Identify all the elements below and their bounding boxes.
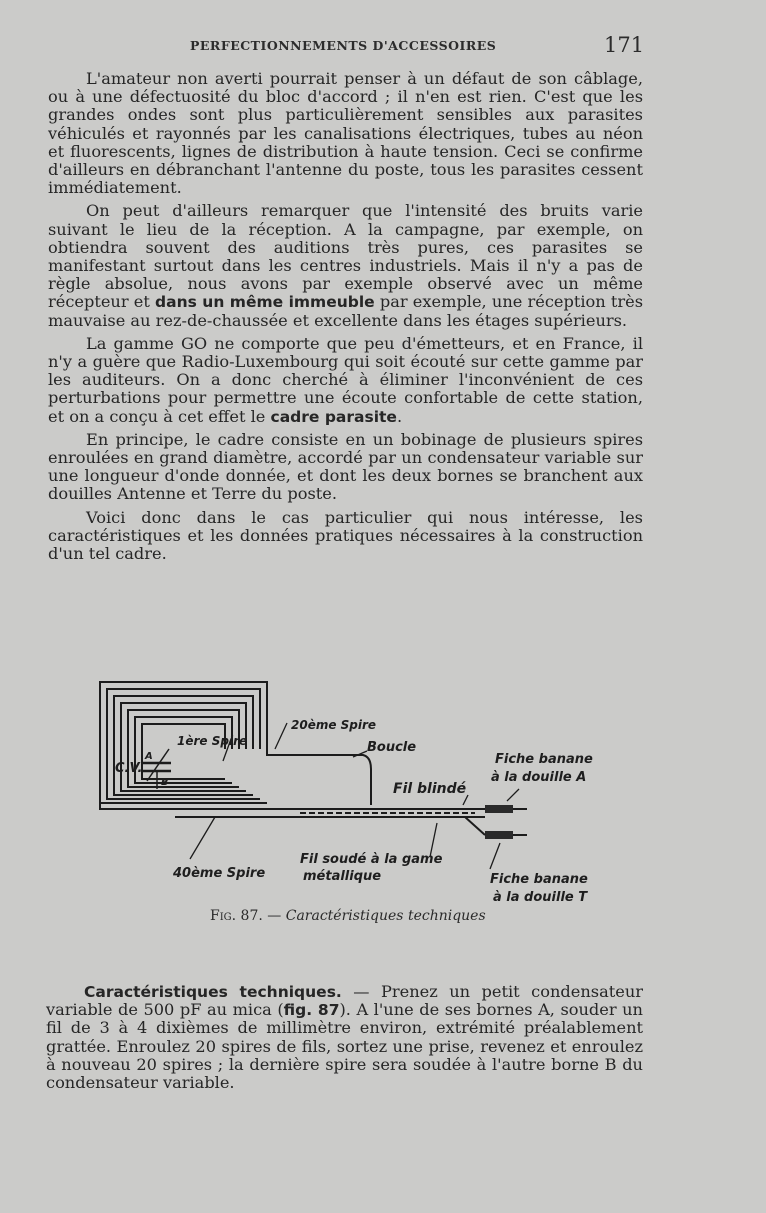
ground-wire (435, 817, 485, 835)
figure-caption (210, 908, 510, 924)
label-banana-t-1: Fiche banane (490, 872, 588, 887)
technical-text-start: Prenez un petit condensateur variable de 500 pF au mica ( (46, 982, 643, 1020)
technical-dash: — (341, 982, 381, 1001)
label-fortieth-turn: 40ème Spire (173, 866, 266, 881)
paragraph-3 (48, 335, 643, 426)
paragraph-3-start: La gamme GO ne comporte que peu d'émetteurs, et en France, il n'y a guère que Radio-Luxembourg qui soit écouté sur cette gamme par les auditeurs. On a donc cherché à éliminer l'inconvénient de ces perturbations pour permettre une écoute confortable de cette station, et on a conçu à cet effet le (48, 333, 643, 426)
paragraph-5: Voici donc dans le cas particulier qui nous intéresse, les caractéristiques et les données pratiques nécessaires à la construction d'un tel cadre. (48, 507, 643, 564)
label-twentieth-turn: 20ème Spire (291, 718, 377, 732)
label-first-turn: 1ère Spire (177, 734, 248, 748)
label-shielded-wire: Fil blindé (393, 781, 467, 797)
label-cv: C.V. (115, 761, 143, 776)
bold-cadre-parasite: cadre parasite (270, 407, 397, 426)
label-banana-a-1: Fiche banane (495, 752, 593, 767)
page-number: 171 (604, 33, 645, 57)
paragraph-4: En principe, le cadre consiste en un bobinage de plusieurs spires enroulées en grand diamètre, accordé par un condensateur variable sur une longueur d'onde donnée, et dont les deux bornes se branchent aux douilles Antenne et Terre du poste. (48, 429, 643, 504)
frame-antenna-figure (95, 677, 615, 907)
caption-label: Fig. 87. (210, 908, 263, 924)
frame-antenna-diagram (95, 677, 615, 907)
caption-dash: — (267, 908, 282, 924)
pointer-fortieth (190, 817, 215, 859)
paragraph-2-end: par exemple, une réception très mauvaise au rez-de-chaussée et excellente dans les étages supérieurs. (48, 292, 644, 330)
pointer-twentieth-turn (275, 723, 287, 749)
label-banana-a-2: à la douille A (491, 770, 587, 785)
coil-turn-6 (135, 717, 232, 783)
banana-plugs (435, 805, 527, 839)
technical-heading: Caractéristiques techniques. (84, 983, 342, 1001)
caption-title: Caractéristiques techniques (285, 908, 486, 924)
label-terminal-a: A (145, 751, 153, 762)
paragraph-3-end: . (396, 406, 403, 426)
paragraph-2-start: On peut d'ailleurs remarquer que l'intensité des bruits varie suivant le lieu de la réception. A la campagne, par exemple, on obtiendra souvent des auditions très pures, ces parasites se manifestant surtout dans les centres industriels. Mais il n'y a pas de règle absolue, nous avons par exemple observé avec un même récepteur et (48, 201, 643, 312)
running-title: PERFECTIONNEMENTS D'ACCESSOIRES (190, 38, 497, 53)
pointer-banana-a (507, 789, 519, 801)
coil-turn-5 (128, 710, 239, 787)
label-soldered-2: métallique (303, 869, 382, 884)
body-text (48, 70, 643, 568)
paragraph-2 (48, 202, 643, 329)
loop-wire (267, 749, 371, 805)
bold-same-building: dans un même immeuble (155, 293, 375, 312)
label-banana-t-2: à la douille T (493, 890, 588, 905)
technical-paragraph (46, 983, 643, 1092)
label-terminal-b: B (161, 777, 169, 788)
banana-plug-t (485, 831, 513, 839)
pointer-banana-t (490, 843, 500, 869)
technical-text-end: ). A l'une de ses bornes A, souder un fil de 3 à 4 dixièmes de millimètre environ, extrémité préalablement grattée. Enroulez 20 spires de fils, sortez une prise, revenez et enroulez à nouveau 20 spires ; la dernière spire sera soudée à l'autre borne B du condensateur variable. (46, 1000, 643, 1093)
label-loop: Boucle (367, 740, 417, 755)
banana-plug-a (485, 805, 513, 813)
label-soldered-1: Fil soudé à la game (300, 852, 443, 867)
paragraph-1: L'amateur non averti pourrait penser à un défaut de son câblage, ou à une défectuosité du bloc d'accord ; il n'en est rien. C'est que les grandes ondes sont plus particulièrement sensibles aux parasites véhiculés et rayonnés par les canalisations électriques, tubes au néon et fluorescents, lignes de distribution à haute tension. Ceci se confirme d'ailleurs en débranchant l'antenne du poste, tous les parasites cessent immédiatement. (48, 69, 643, 198)
technical-section (46, 983, 643, 1092)
figure-reference: fig. 87 (283, 1001, 340, 1020)
